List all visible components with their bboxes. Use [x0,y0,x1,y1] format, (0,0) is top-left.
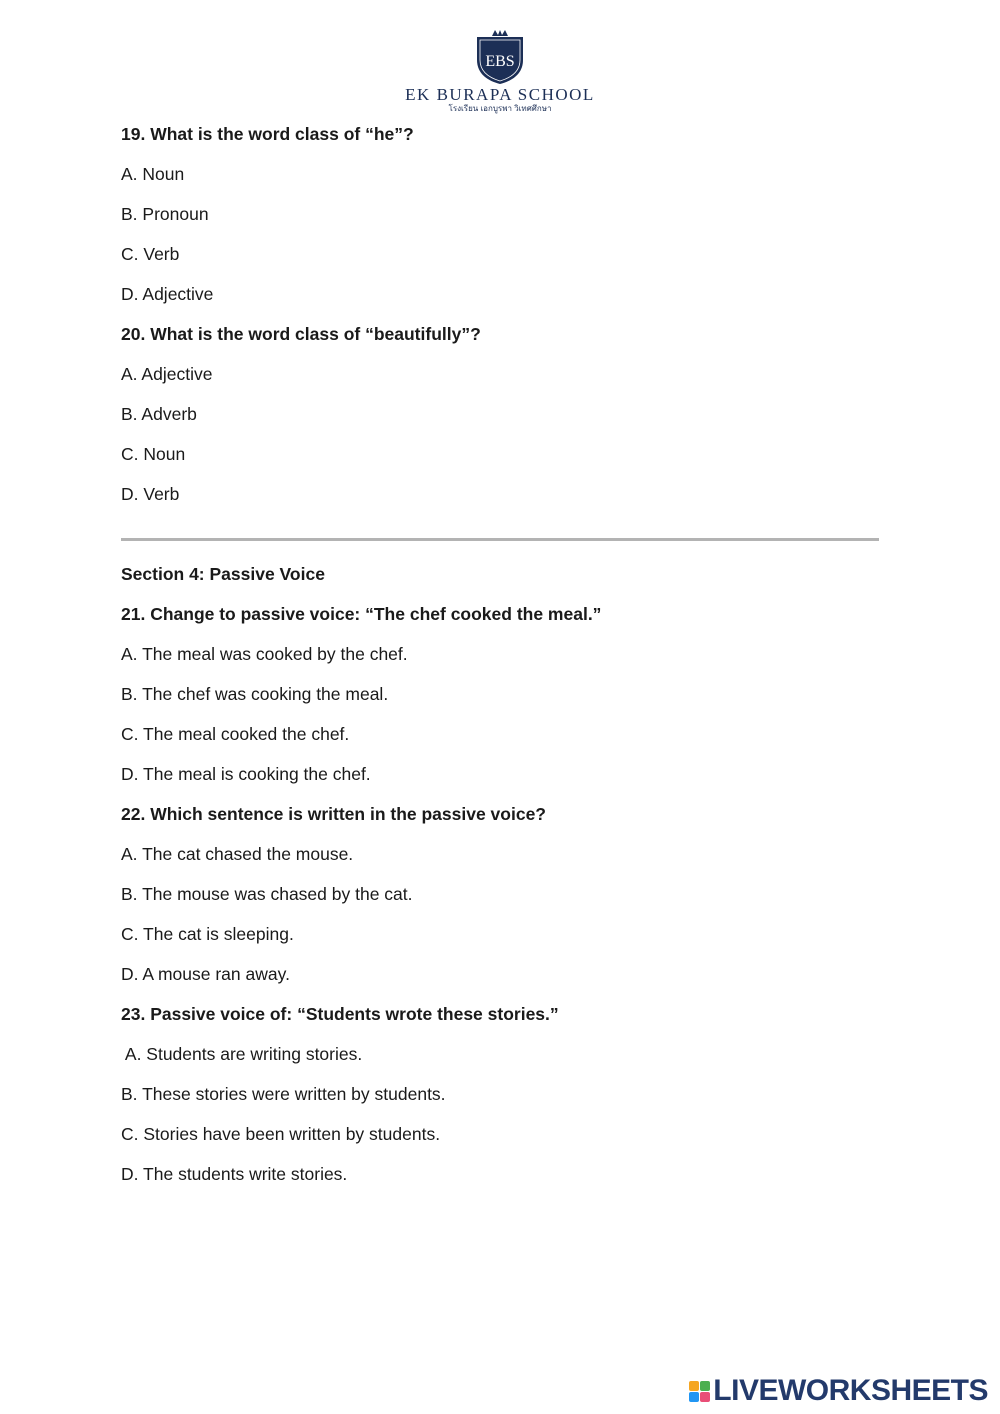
section-heading: Section 4: Passive Voice [121,564,325,584]
option-20-b[interactable]: B. Adverb [121,404,197,424]
option-22-d[interactable]: D. A mouse ran away. [121,964,290,984]
option-23-d[interactable]: D. The students write stories. [121,1164,348,1184]
school-name: EK BURAPA SCHOOL [405,85,595,104]
option-20-d[interactable]: D. Verb [121,484,180,504]
option-20-a[interactable]: A. Adjective [121,364,213,384]
school-header [0,30,1000,114]
option-19-d[interactable]: D. Adjective [121,284,214,304]
question-23: 23. Passive voice of: “Students wrote these stories.” [121,1004,559,1024]
school-crest-icon [474,30,526,84]
section-divider [121,538,879,541]
option-21-c[interactable]: C. The meal cooked the chef. [121,724,350,744]
crest-letters: EBS [485,53,515,70]
option-19-a[interactable]: A. Noun [121,164,185,184]
option-23-c[interactable]: C. Stories have been written by students. [121,1124,441,1144]
liveworksheets-logo [689,1374,988,1408]
school-name-thai: โรงเรียน เอกบูรพา วิเทศศึกษา [448,104,552,113]
option-19-c[interactable]: C. Verb [121,244,180,264]
option-22-a[interactable]: A. The cat chased the mouse. [121,844,354,864]
option-22-c[interactable]: C. The cat is sleeping. [121,924,294,944]
question-19: 19. What is the word class of “he”? [121,124,414,144]
option-21-a[interactable]: A. The meal was cooked by the chef. [121,644,408,664]
liveworksheets-wordmark: LIVEWORKSHEETS [713,1374,988,1407]
option-23-a[interactable]: A. Students are writing stories. [121,1044,363,1064]
option-23-b[interactable]: B. These stories were written by students. [121,1084,446,1104]
option-21-d[interactable]: D. The meal is cooking the chef. [121,764,371,784]
option-22-b[interactable]: B. The mouse was chased by the cat. [121,884,413,904]
question-21: 21. Change to passive voice: “The chef cooked the meal.” [121,604,602,624]
option-19-b[interactable]: B. Pronoun [121,204,209,224]
option-21-b[interactable]: B. The chef was cooking the meal. [121,684,389,704]
question-20: 20. What is the word class of “beautifully”? [121,324,481,344]
option-20-c[interactable]: C. Noun [121,444,186,464]
liveworksheets-icon [689,1381,710,1402]
question-22: 22. Which sentence is written in the passive voice? [121,804,546,824]
